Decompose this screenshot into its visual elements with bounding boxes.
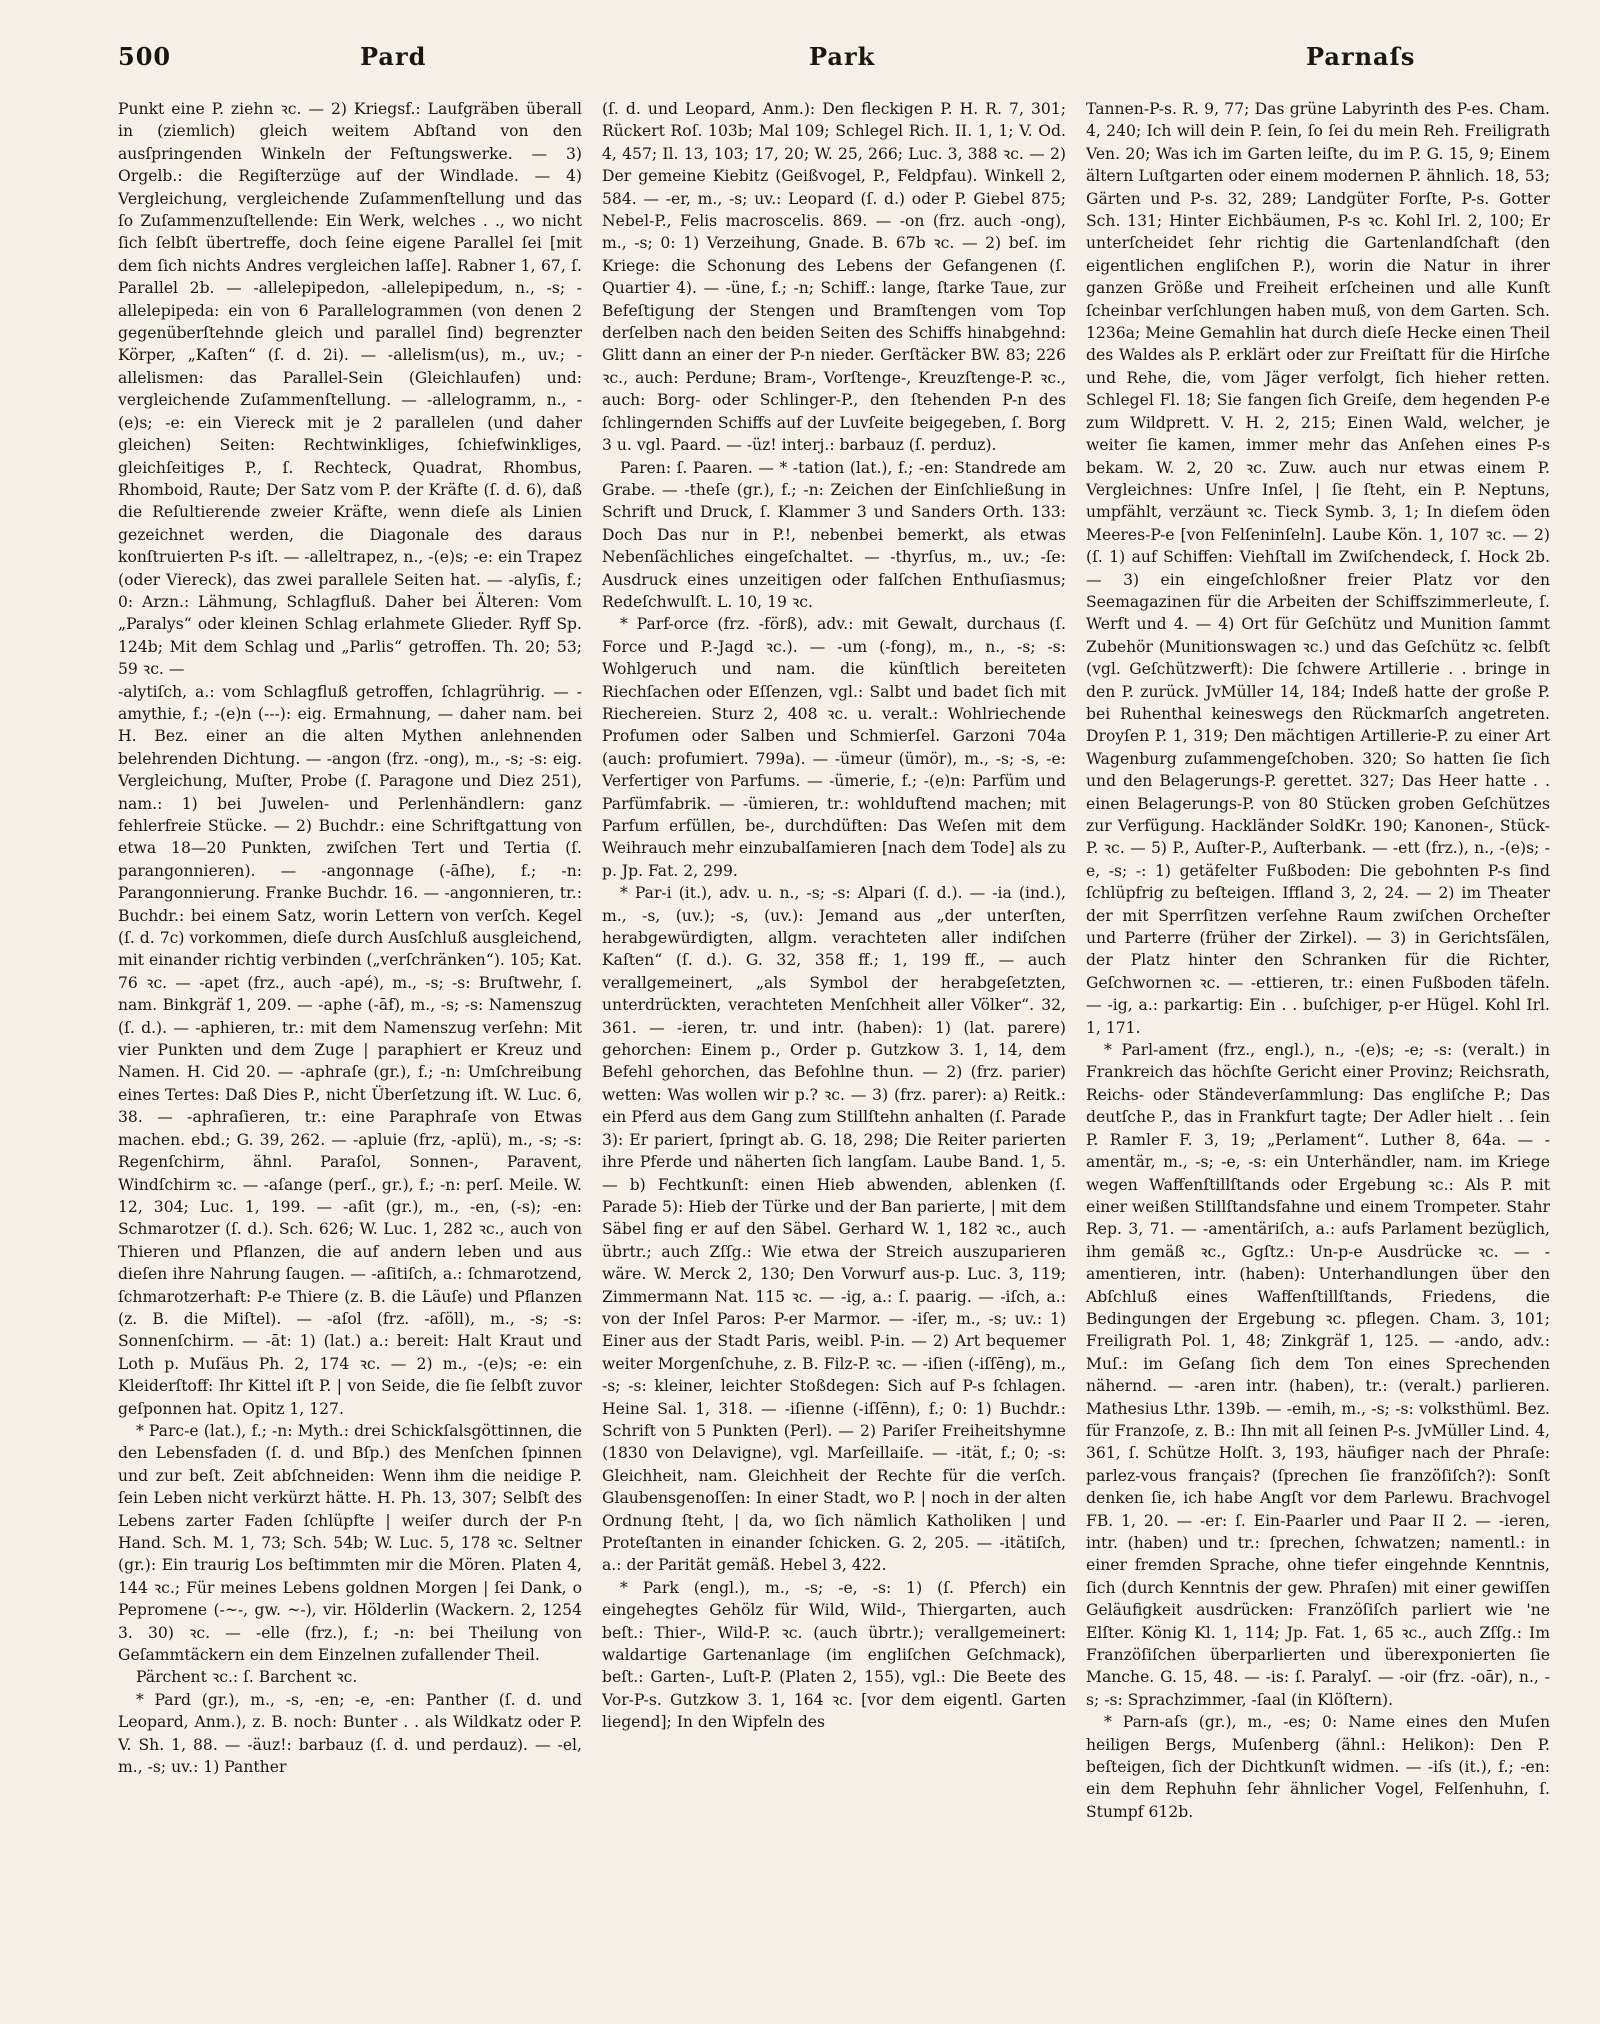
dictionary-entry: * Parl-ament (frz., engl.), n., -(e)s; -e; -s: (veralt.) in Frankreich das höchſte Gericht einer Provinz; Reichsrath, Reichs- oder Ständeverſammlung: Das engliſche P.; Das deutſche P., das in Frankfurt tagte; Der Adler hielt . . ſein P. Ramler F. 3, 19; „Perlament“. Luther 8, 64a. — -amentär, m., -s; -e, -s: ein Unterhändler, nam. im Kriege wegen Waffenſtillſtands oder Ergebung ꝛc.: Als P. mit einer weißen Stillſtandsfahne und einem Trompeter. Stahr Rep. 3, 71. — -amentäriſch, a.: aufs Parlament bezüglich, ihm gemäß ꝛc., Ggſtz.: Un-p-e Ausdrücke ꝛc. — -amentieren, intr. (haben): Unterhandlungen über den Abſchluß eines Waffenſtillſtands, Friedens, die Bedingungen der Ergebung ꝛc. pflegen. Cham. 3, 101; Freiligrath Pol. 1, 48; Zinkgräf 1, 125. — -ando, adv.: Muſ.: im Geſang ſich dem Ton eines Sprechenden nähernd. — -aren intr. (haben), tr.: (veralt.) parlieren. Mathesius Lthr. 139b. — -emih, m., -s; -s: volksthüml. Bez. für Franzoſe, z. B.: Ihn mit all ſeinen P-s. JvMüller Lind. 4, 361, ſ. Schütze Holſt. 3, 193, häufiger nach der Phraſe: parlez-vous français? (ſprechen ſie franzöſiſch?): Sonſt denken ſie, ich habe Angſt vor dem Parlewu. Brachvogel FB. 1, 20. — -er: ſ. Ein-Paarler und Paar II 2. — -ieren, intr. (haben) und tr.: ſprechen, ſchwatzen; namentl.: in einer fremden Sprache, ohne tiefer eingehnde Kenntnis, ſich (durch Kenntnis der gew. Phraſen) mit einer gewiſſen Geläufigkeit ausdrücken: Franzöſiſch parliert wie 'ne Elſter. König Kl. 1, 114; Jp. Fat. 1, 65 ꝛc., auch Zſſg.: Im Franzöſiſchen überparlierten und überexponierten ſie Manche. G. 15, 48. — -is: ſ. Paralyſ. — -oir (frz. -oār), n., -s; -s: Sprachzimmer, -ſaal (in Klöſtern).: [1086, 1041, 1550, 1709]
page-header: [118, 40, 1550, 98]
dictionary-entry: * Parf-orce (frz. -förß), adv.: mit Gewalt, durchaus (ſ. Force und P.-Jagd ꝛc.). — -um (-fong), m., n., -s; -s: Wohlgeruch und nam. die künſtlich bereiteten Riechſachen oder Eſſenzen, vgl.: Salbt und badet ſich mit Riechereien. Sturz 2, 408 ꝛc. u. veralt.: Wohlriechende Profumen oder Salben und Schmierſel. Garzoni 704a (auch: profumiert. 799a). — -ümeur (ümör), m., -s; -s, -e: Verfertiger von Parfums. — -ümerie, f.; -(e)n: Parfüm und Parfümfabrik. — -ümieren, tr.: wohlduftend machen; mit Parfum erfüllen, be-, durchdüften: Das Weſen mit dem Weihrauch mehr einzubalſamieren [nach dem Tode] als zu p. Jp. Fat. 2, 299.: [602, 615, 1066, 880]
dictionary-entry: Pärchent ꝛc.: ſ. Barchent ꝛc.: [136, 1668, 358, 1687]
right-headword: Parnaſs: [1306, 42, 1416, 71]
dictionary-entry: * Pard (gr.), m., -s, -en; -e, -en: Panther (ſ. d. und Leopard, Anm.), z. B. noch: Bunter . . als Wildkatz oder P. V. Sh. 1, 88. — -äuz!: barbauz (ſ. d. und perdauz). — -el, m., -s; uv.: 1) Panther: [118, 1690, 582, 1777]
dictionary-entry: (ſ. d. und Leopard, Anm.): Den fleckigen P. H. R. 7, 301; Rückert Roſ. 103b; Mal 109; Schlegel Rich. II. 1, 1; V. Od. 4, 457; Il. 13, 103; 17, 20; W. 25, 266; Luc. 3, 388 ꝛc. — 2) Der gemeine Kiebitz (Geißvogel, P., Feldpfau). Winkell 2, 584. — -er, m., -s; uv.: Leopard (ſ. d.) oder P. Giebel 875; Nebel-P., Felis macroscelis. 869. — -on (frz. auch -ong), m., -s; 0: 1) Verzeihung, Gnade. B. 67b ꝛc. — 2) beſ. im Kriege: die Schonung des Lebens der Gefangenen (ſ. Quartier 4). — -üne, f.; -n; Schiff.: lange, ſtarke Taue, zur Befeſtigung der Stengen und Bramſtengen vom Top derſelben nach den beiden Seiten des Schiffs hinabgehnd: Glitt dann an einer der P-n nieder. Gerſtäcker BW. 83; 226 ꝛc., auch: Perdune; Bram-, Vorſtenge-, Kreuzſtenge-P. ꝛc., auch: Borg- oder Schlinger-P., den ſtehenden P-n des ſchlingernden Schiffs auf der Luvſeite beigegeben, ſ. Borg 3 u. vgl. Paard. — -üz! interj.: barbauz (ſ. perduz).: [602, 100, 1066, 455]
column-3: [1086, 98, 1550, 1998]
dictionary-entry: Tannen-P-s. R. 9, 77; Das grüne Labyrinth des P-es. Cham. 4, 240; Ich will dein P. ſein, ſo ſei du mein Reh. Freiligrath Ven. 20; Was ich im Garten leiſte, du im P. G. 15, 9; Einem ältern Luſtgarten oder einem modernen P. ähnlich. 18, 53; Gärten und P-s. 32, 289; Landgüter Forſte, P-s. Gotter Sch. 131; Hinter Eichbäumen, P-s ꝛc. Kohl Irl. 2, 100; Er unterſcheidet ſehr richtig die Gartenlandſchaft (den eigentlichen engliſchen P.), worin die Natur in ihrer ganzen Größe und Freiheit erſcheinen und alle Kunſt ſcheinbar verſchlungen haben muß, von dem Garten. Sch. 1236a; Meine Gemahlin hat durch dieſe Hecke einen Theil des Waldes als P. erklärt oder zur Freiſtatt für die Hirſche und Rehe, die, vom Jäger verfolgt, ſich hieher retten. Schlegel Fl. 18; Sie fangen ſich Greiſe, dem hegenden P-e zum Wildprett. V. H. 2, 215; Einen Wald, welcher, je weiter ſie kamen, immer mehr das Anſehen eines P-s bekam. W. 2, 20 ꝛc. Zuw. auch nur etwas einem P. Vergleichnes: Unſre Inſel, | ſie ſteht, ein P. Neptuns, umpfählt, verzäunt ꝛc. Tieck Symb. 3, 1; In dieſem öden Meeres-P-e [von Felſeninſeln]. Laube Kön. 1, 107 ꝛc. — 2) (ſ. 1) auf Schiffen: Viehſtall im Zwiſchendeck, ſ. Hock 2b. — 3) ein eingeſchloßner freier Platz vor den Seemagazinen für die Arbeiten der Schiffszimmerleute, ſ. Werft und 4. — 4) Ort für Geſchütz und Munition ſammt Zubehör (Munitionswagen ꝛc.) und das Geſchütz ꝛc. ſelbſt (vgl. Geſchützwerft): Die ſchwere Artillerie . . bringe in den P. zurück. JvMüller 14, 184; Indeß hatte der große P. bei Ruhenthal keineswegs den Rückmarſch angetreten. Droyſen P. 1, 319; Den mächtigen Artillerie-P. zu einer Art Wagenburg zuſammengeſchoben. 320; So hatten ſie ſich und den Belagerungs-P. gerettet. 327; Das Heer hatte . . einen Belagerungs-P. von 80 Stücken groben Geſchützes zur Verfügung. Hackländer SoldKr. 190; Kanonen-, Stück-P. ꝛc. — 5) P., Auſter-P., Auſterbank. — -ett (frz.), n., -(e)s; -e, -s; -: 1) getäfelter Fußboden: Die gebohnten P-s ſind ſchlüpfrig zu beſteigen. Iffland 3, 2, 24. — 2) im Theater der mit Sperrſitzen verſehne Raum zwiſchen Orcheſter und Parterre (früher der Zirkel). — 3) in Gerichtsſälen, der Platz hinter den Schranken für die Richter, Geſchwornen ꝛc. — -ettieren, tr.: einen Fußboden täfeln. — -ig, a.: parkartig: Ein . . buſchiger, p-er Hügel. Kohl Irl. 1, 171.: [1086, 100, 1550, 1037]
column-1: [118, 98, 582, 1998]
dictionary-entry: * Parc-e (lat.), f.; -n: Myth.: drei Schickſalsgöttinnen, die den Lebensfaden (ſ. d. und Bſp.) des Menſchen ſpinnen und zur beſt. Zeit abſchneiden: Wenn ihm die neidige P. ſein Leben nicht verkürzt hätte. H. Ph. 13, 307; Selbſt des Lebens zarter Faden ſchlüpfte | weiſer durch der P-n Hand. Sch. M. 1, 73; Sch. 54b; W. Luc. 5, 178 ꝛc. Seltner (gr.): Ein traurig Los beſtimmten mir die Mören. Platen 4, 144 ꝛc.; Für meines Lebens goldnen Morgen | ſei Dank, o Pepromene (-~-, gw. ~-), vir. Hölderlin (Wackern. 2, 1254 3. 30) ꝛc. — -elle (frz.), f.; -n: bei Theilung von Geſammtäckern ein dem Einzelnen zufallender Theil.: [118, 1421, 582, 1665]
dictionary-entry: Punkt eine P. ziehn ꝛc. — 2) Kriegsf.: Laufgräben überall in (ziemlich) gleich weitem Abſtand von den ausſpringenden Winkeln der Feſtungswerke. — 3) Orgelb.: die Regiſterzüge auf der Windlade. — 4) Vergleichung, vergleichende Zuſammenſtellung und das ſo Zuſammenzuſtellende: Ein Werk, welches . ., wo nicht ſich ſelbſt übertreffe, doch ſeine eigene Parallel ſei [mit dem ſich nichts Andres vergleichen laſſe]. Rabner 1, 67, ſ. Parallel 2b. — -allelepipedon, -allelepipedum, n., -s; -allelepipeda: ein von 6 Parallelogrammen (von denen 2 gegenüberſtehnde gleich und parallel ſind) begrenzter Körper, „Kaſten“ (ſ. d. 2i). — -allelism(us), m., uv.; -allelismen: das Parallel-Sein (Gleichlaufen) und: vergleichende Zuſammenſtellung. — -allelogramm, n., -(e)s; -e: ein Viereck mit je 2 parallelen (und daher gleichen) Seiten: Rechtwinkliges, ſchiefwinkliges, gleichſeitiges P., ſ. Rechteck, Quadrat, Rhombus, Rhomboid, Raute; Der Satz vom P. der Kräfte (ſ. d. 6), daß die Reſultierende zweier Kräfte, wenn dieſe als Linien gezeichnet werden, die Diagonale des daraus konſtruierten P-s iſt. — -alleltrapez, n., -(e)s; -e: ein Trapez (oder Viereck), das zwei parallele Seiten hat. — -alyſis, f.; 0: Arzn.: Lähmung, Schlagfluß. Daher bei Älteren: Vom „Paralys“ oder kleinen Schlag erlahmete Glieder. Ryff Sp. 124b; Mit dem Schlag und „Parlis“ getroffen. Th. 20; 53; 59 ꝛc. —: [118, 100, 582, 679]
column-2: [602, 98, 1066, 1998]
dictionary-entry: * Par-i (it.), adv. u. n., -s; -s: Alpari (ſ. d.). — -ia (ind.), m., -s, (uv.); -s, (uv.): Jemand aus „der unterſten, herabgewürdigten, allgm. verachteten aller indiſchen Kaſten“ (ſ. d.). G. 32, 358 ff.; 1, 199 ff., — auch verallgemeinert, „als Symbol der herabgeſetzten, unterdrückten, verachteten Menſchheit aller Völker“. 32, 361. — -ieren, tr. und intr. (haben): 1) (lat. parere) gehorchen: Einem p., Order p. Gutzkow 3. 1, 14, dem Befehl gehorchen, das Befohlne thun. — 2) (frz. parier) wetten: Was wollen wir p.? ꝛc. — 3) (frz. parer): a) Reitk.: ein Pferd aus dem Gang zum Stillſtehn anhalten (ſ. Parade 3): Er pariert, ſpringt ab. G. 18, 298; Die Reiter parierten ihre Pferde und näherten ſich langſam. Laube Band. 1, 5. — b) Fechtkunſt: einen Hieb abwenden, ablenken (ſ. Parade 5): Hieb der Türke und der Ban parierte, | mit dem Säbel fing er auf den Säbel. Gerhard W. 1, 182 ꝛc., auch übrtr.; auch Zſſg.: Wie etwa der Streich auszuparieren wäre. W. Merck 2, 130; Den Vorwurf aus-p. Luc. 3, 119; Zimmermann Nat. 115 ꝛc. — -ig, a.: ſ. paarig. — -iſch, a.: von der Inſel Paros: P-er Marmor. — -iſer, m., -s; uv.: 1) Einer aus der Stadt Paris, weibl. P-in. — 2) Art bequemer weiter Morgenſchuhe, z. B. Filz-P. ꝛc. — -iſien (-iſſēng), m., -s; -s: kleiner, leichter Stoßdegen: Sich auf P-s ſchlagen. Heine Sal. 1, 318. — -iſienne (-iſſēnn), f.; 0: 1) Buchdr.: Schrift von 5 Punkten (Perl). — 2) Pariſer Freiheitshymne (1830 von Delavigne), vgl. Marſeillaiſe. — -ität, f.; 0; -s: Gleichheit, nam. Gleichheit der Rechte für die verſch. Glaubensgenoſſen: In einer Stadt, wo P. | noch in der alten Ordnung ſteht, | da, wo ſich nämlich Katholiken | und Proteſtanten in einander ſchicken. G. 2, 205. — -itätiſch, a.: der Parität gemäß. Hebel 3, 422.: [602, 884, 1066, 1575]
dictionary-entry: * Parn-aſs (gr.), m., -es; 0: Name eines den Muſen heiligen Bergs, Muſenberg (ähnl.: Helikon): Den P. beſteigen, ſich der Dichtkunſt widmen. — -iſs (it.), f.; -en: ein dem Rephuhn ſehr ähnlicher Vogel, Felſenhuhn, ſ. Stumpf 612b.: [1086, 1713, 1550, 1821]
dictionary-entry: -alytiſch, a.: vom Schlagfluß getroffen, ſchlagrührig. — -amythie, f.; -(e)n (---): eig. Ermahnung, — daher nam. bei H. Bez. einer an die alten Mythen anlehnenden belehrenden Dichtung. — -angon (frz. -ong), m., -s; -s: eig. Vergleichung, Muſter, Probe (ſ. Paragone und Diez 251), nam.: 1) bei Juwelen- und Perlenhändlern: ganz fehlerfreie Stücke. — 2) Buchdr.: eine Schriftgattung von etwa 18—20 Punkten, zwiſchen Tert und Tertia (ſ. parangonnieren). — -angonnage (-āſhe), f.; -n: Parangonnierung. Franke Buchdr. 16. — -angonnieren, tr.: Buchdr.: bei einem Satz, worin Lettern von verſch. Kegel (ſ. d. 7c) vorkommen, dieſe durch Ausſchluß ausgleichend, mit einander richtig verbinden („verſchränken“). 105; Kat. 76 ꝛc. — -apet (frz., auch -apé), m., -s; -s: Bruſtwehr, ſ. nam. Binkgräf 1, 209. — -aphe (-āf), m., -s; -s: Namenszug (ſ. d.). — -aphieren, tr.: mit dem Namenszug verſehn: Mit vier Punkten und dem Zuge | paraphiert er Kreuz und Namen. H. Cid 20. — -aphraſe (gr.), f.; -n: Umſchreibung eines Tertes: Daß Dies P., nicht Überſetzung iſt. W. Luc. 6, 38. — -aphraſieren, tr.: eine Paraphraſe von Etwas machen. ebd.; G. 39, 262. — -apluie (frz, -aplü), m., -s; -s: Regenſchirm, ähnl. Paraſol, Sonnen-, Paravent, Windſchirm ꝛc. — -aſange (perſ., gr.), f.; -n: perſ. Meile. W. 12, 304; Luc. 1, 199. — -aſit (gr.), m., -en, (-s); -en: Schmarotzer (ſ. d.). Sch. 626; W. Luc. 1, 282 ꝛc., auch von Thieren und Pflanzen, die auf andern leben und aus dieſen ihre Nahrung ſaugen. — -aſitiſch, a.: ſchmarotzend, ſchmarotzerhaft: P-e Thiere (z. B. die Läuſe) und Pflanzen (z. B. die Miſtel). — -aſol (frz. -aſöll), m., -s; -s: Sonnenſchirm. — -āt: 1) (lat.) a.: bereit: Halt Kraut und Loth p. Muſäus Ph. 2, 174 ꝛc. — 2) m., -(e)s; -e: ein Kleiderſtoff: Ihr Kittel iſt P. | von Seide, die ſie ſelbſt zuvor geſponnen hat. Opitz 1, 127.: [118, 682, 582, 1418]
left-headword: Pard: [360, 42, 427, 71]
center-headword: Park: [809, 42, 876, 71]
dictionary-entry: Paren: ſ. Paaren. — * -tation (lat.), f.; -en: Standrede am Grabe. — -theſe (gr.), f.; -n: Zeichen der Einſchließung in Schrift und Druck, ſ. Klammer 3 und Sanders Orth. 133: Doch Das nur in P.!, nebenbei bemerkt, als etwas Nebenſächliches eingeſchaltet. — -thyrſus, m., uv.; -ſe: Ausdruck eines unzeitigen oder falſchen Enthuſiasmus; Redeſchwulſt. L. 10, 19 ꝛc.: [602, 458, 1066, 611]
dictionary-entry: * Park (engl.), m., -s; -e, -s: 1) (ſ. Pferch) ein eingehegtes Gehölz für Wild, Wild-, Thiergarten, auch beſt.: Thier-, Wild-P. ꝛc. (auch übrtr.); verallgemeinert: waldartige Gartenanlage (im engliſchen Geſchmack), beſt.: Garten-, Luſt-P. (Platen 2, 155), vgl.: Die Beete des Vor-P-s. Gutzkow 3. 1, 164 ꝛc. [vor dem eigentl. Garten liegend]; In den Wipfeln des: [602, 1578, 1066, 1732]
text-columns: [118, 98, 1550, 1998]
page-number: 500: [118, 42, 172, 71]
